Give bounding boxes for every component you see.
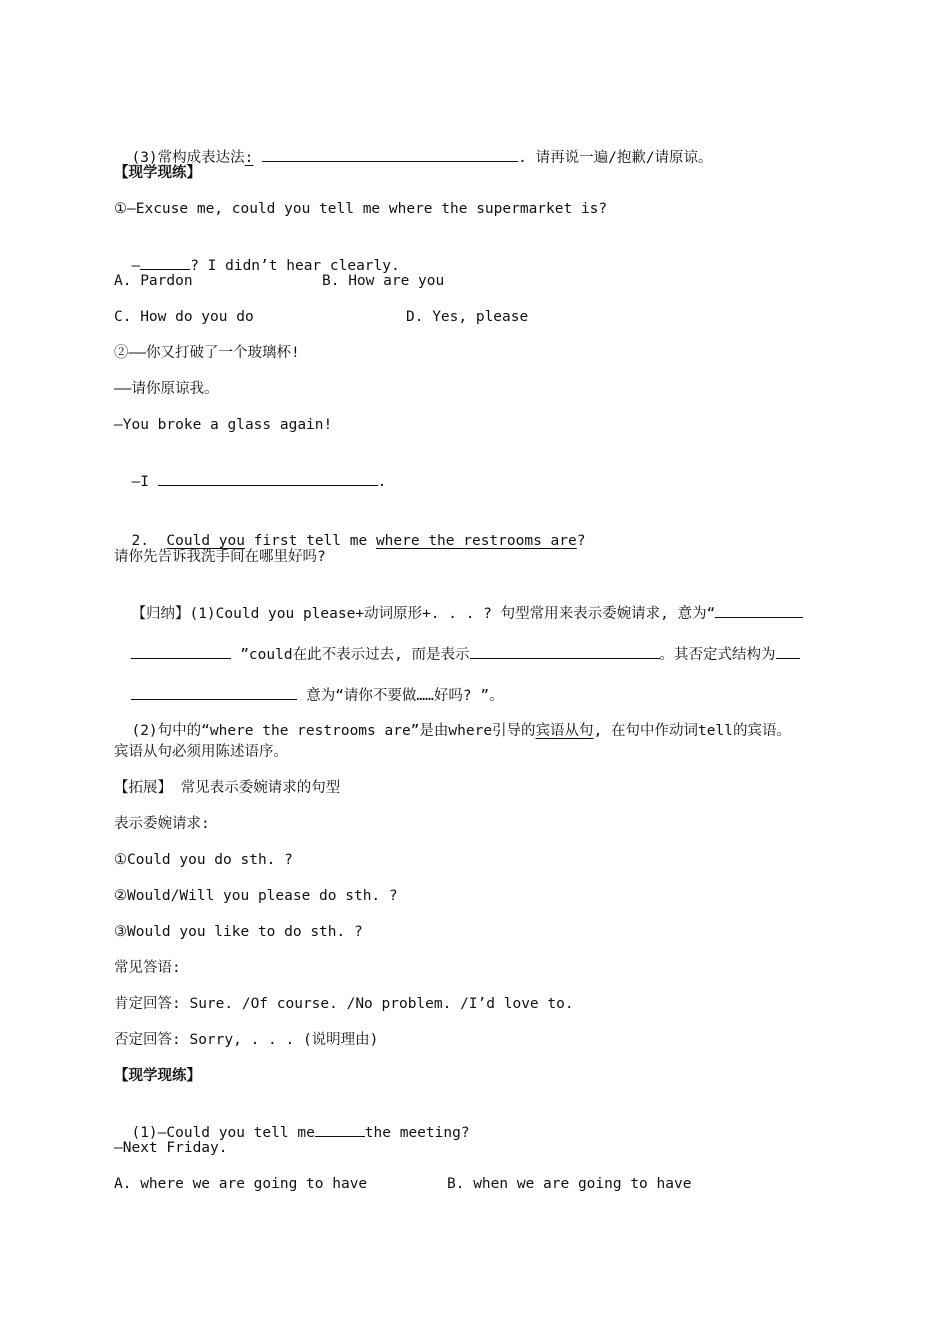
extension-pattern-2: ②Would/Will you please do sth. ?: [114, 888, 398, 904]
answer-blank[interactable]: [131, 644, 231, 659]
option-a[interactable]: A. Pardon: [114, 273, 193, 289]
summary-text: ”could在此不表示过去, 而是表示: [231, 647, 470, 663]
summary-text: , 在句中作动词tell的宾语。: [593, 723, 791, 739]
answer-blank[interactable]: [140, 255, 190, 270]
key-sentence-translation: 请你先告诉我洗手间在哪里好吗?: [114, 549, 326, 565]
expression-label: (3)常构成表达法: [131, 150, 245, 166]
option-b[interactable]: B. How are you: [322, 273, 445, 289]
summary-text: 【归纳】(1)Could you please+动词原形+. . . ? 句型常用来表示委婉请求, 意为“: [131, 606, 716, 622]
option-a[interactable]: A. where we are going to have: [114, 1176, 368, 1192]
extension-pattern-3: ③Would you like to do sth. ?: [114, 924, 363, 940]
option-d[interactable]: D. Yes, please: [406, 309, 529, 325]
negative-answers: 否定回答: Sorry, . . . (说明理由): [114, 1032, 379, 1048]
dash: —: [131, 258, 141, 274]
extension-heading: 【拓展】 常见表示委婉请求的句型: [114, 780, 341, 796]
summary-text: (2)句中的“where the restrooms are”是由where引导的: [131, 723, 536, 739]
key-sentence: [114, 511, 585, 551]
summary-text: 。其否定式结构为: [659, 647, 776, 663]
q2-en-line1: —You broke a glass again!: [114, 417, 333, 433]
practice-heading: 【现学现练】: [114, 1068, 201, 1084]
expression-line: [114, 127, 713, 168]
extension-pattern-1: ①Could you do sth. ?: [114, 852, 293, 868]
answers-heading: 常见答语:: [114, 960, 181, 976]
summary-line1: [114, 583, 803, 624]
answer-blank[interactable]: [470, 644, 660, 659]
answer-blank[interactable]: [715, 603, 803, 618]
q2-cn-line1: ②——你又打破了一个玻璃杯!: [114, 345, 300, 361]
q2-cn-line2: ——请你原谅我。: [114, 381, 219, 397]
q1-stem: ①—Excuse me, could you tell me where the supermarket is?: [114, 201, 608, 217]
practice-heading: 【现学现练】: [114, 165, 201, 181]
q2-en-suffix: .: [377, 474, 387, 490]
p1-prefix: (1)—Could you tell me: [131, 1125, 315, 1141]
sentence-mid: first tell me: [244, 533, 376, 549]
summary-line3: [114, 665, 504, 706]
summary-text: 意为“请你不要做……好吗? ”。: [297, 688, 504, 704]
underlined-term: 宾语从句: [535, 723, 594, 739]
expression-tail: . 请再说一遍/抱歉/请原谅。: [518, 150, 713, 166]
option-c[interactable]: C. How do you do: [114, 309, 254, 325]
q1-reply-tail: ? I didn’t hear clearly.: [190, 258, 400, 274]
answer-blank[interactable]: [315, 1122, 365, 1137]
answer-blank[interactable]: [262, 147, 518, 162]
summary2-line2: 宾语从句必须用陈述语序。: [114, 744, 288, 760]
p1-stem: [114, 1102, 470, 1143]
sentence-end: ?: [576, 533, 586, 549]
answer-blank[interactable]: [158, 471, 378, 486]
underlined-phrase: Could you: [166, 533, 245, 549]
summary-line2: [114, 624, 800, 665]
item-number: 2.: [131, 533, 158, 549]
extension-subheading: 表示委婉请求:: [114, 816, 210, 832]
answer-blank[interactable]: [776, 644, 800, 659]
q2-en-prefix: —I: [131, 474, 158, 490]
positive-answers: 肯定回答: Sure. /Of course. /No problem. /I’d love to.: [114, 996, 574, 1012]
summary2-line1: [114, 701, 791, 741]
option-b[interactable]: B. when we are going to have: [447, 1176, 692, 1192]
p1-reply: —Next Friday.: [114, 1140, 228, 1156]
p1-suffix: the meeting?: [364, 1125, 470, 1141]
q2-en-line2: [114, 451, 386, 492]
underlined-clause: where the restrooms are: [375, 533, 577, 549]
answer-blank[interactable]: [131, 685, 297, 700]
q1-reply: [114, 235, 400, 276]
expression-colon: :: [244, 150, 254, 166]
